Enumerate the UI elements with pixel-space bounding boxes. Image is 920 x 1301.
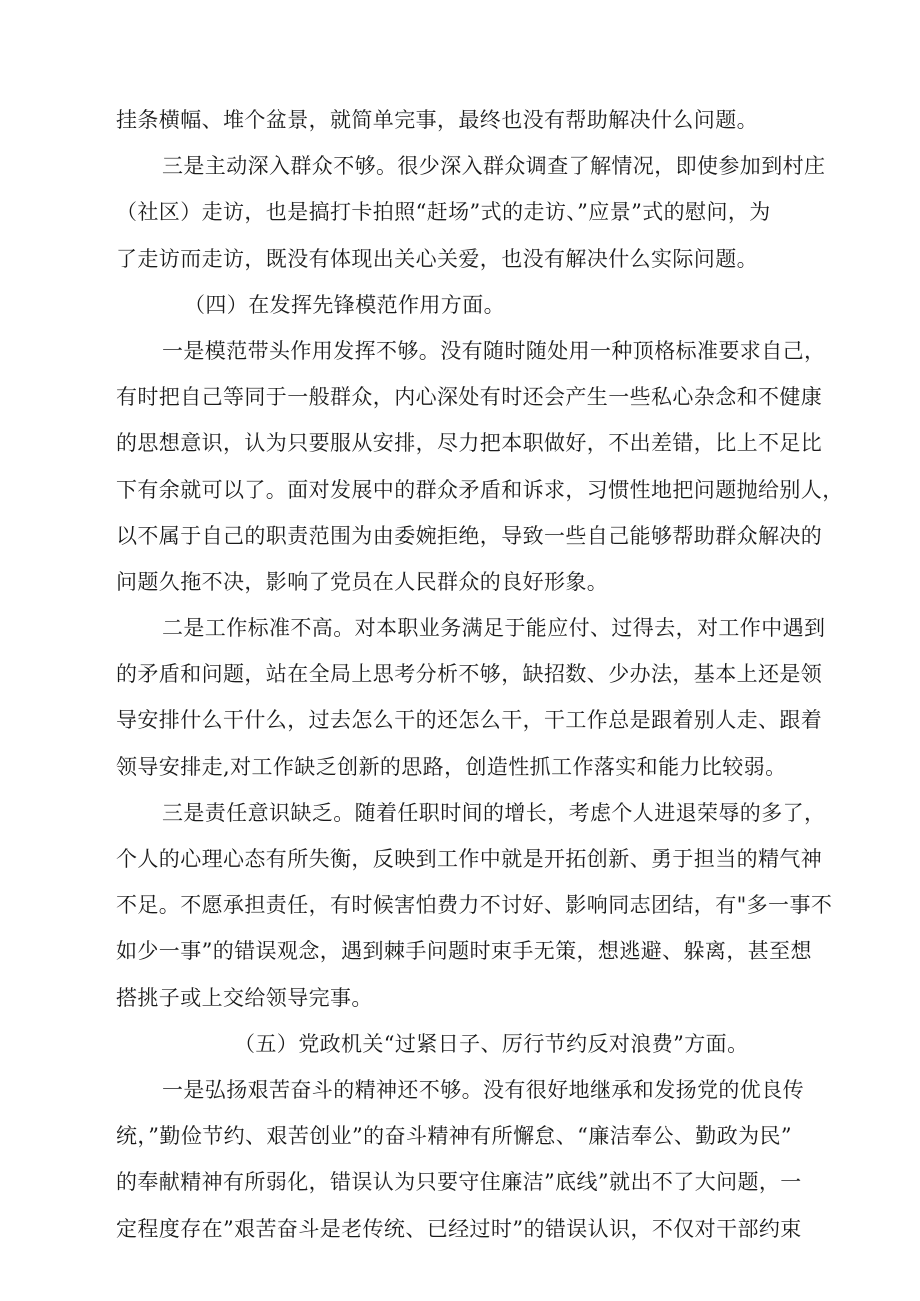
text-line: 定程度存在”艰苦奋斗是老传统、已经过时”的错误认识，不仅对干部约束 [116, 1216, 802, 1241]
paragraph-start: 一是模范带头作用发挥不够。没有随时随处用一种顶格标准要求自己， [162, 338, 826, 363]
text-line: 搭挑子或上交给领导完事。 [116, 985, 373, 1010]
paragraph-start: 二是工作标准不高。对本职业务满足于能应付、过得去，对工作中遇到 [162, 616, 826, 641]
text-line: 如少一事”的错误观念，遇到棘手问题时束手无策，想逃避、躲离，甚至想 [116, 939, 812, 964]
text-line: （社区）走访，也是搞打卡拍照“赶场”式的走访、”应景”式的慰问，为 [116, 200, 771, 225]
text-line: 个人的心理心态有所失衡，反映到工作中就是开拓创新、勇于担当的精气神 [116, 847, 823, 871]
paragraph-start: 三是主动深入群众不够。很少深入群众调查了解情况，即使参加到村庄 [162, 154, 826, 179]
text-line: 有时把自己等同于一般群众，内心深处有时还会产生一些私心杂念和不健康 [116, 385, 823, 410]
text-line: 下有余就可以了。面对发展中的群众矛盾和诉求，习惯性地把问题抛给别人， [116, 477, 844, 502]
text-line: 统，”勤俭节约、艰苦创业”的奋斗精神有所懈怠、“廉洁奉公、勤政为民” [116, 1124, 793, 1149]
document-body [116, 97, 844, 1252]
text-line: 了走访而走访，既没有体现出关心关爱，也没有解决什么实际问题。 [116, 246, 758, 271]
text-line: 的奉献精神有所弱化，错误认为只要守住廉洁”底线”就出不了大问题，一 [116, 1170, 802, 1195]
text-line: 问题久拖不决，影响了党员在人民群众的良好形象。 [116, 569, 609, 594]
text-line: 挂条横幅、堆个盆景，就简单完事，最终也没有帮助解决什么问题。 [116, 108, 758, 132]
text-line: 不足。不愿承担责任，有时候害怕费力不讨好、影响同志团结，有"多一事不 [116, 893, 833, 918]
text-line: 的矛盾和问题，站在全局上思考分析不够，缺招数、少办法，基本上还是领 [116, 662, 823, 687]
paragraph-start: 一是弘扬艰苦奋斗的精神还不够。没有很好地继承和发扬党的优良传 [162, 1077, 804, 1102]
text-line: 以不属于自己的职责范围为由委婉拒绝，导致一些自己能够帮助群众解决的 [116, 523, 823, 548]
section-heading-5: （五）党政机关“过紧日子、厉行节约反对浪费”方面。 [234, 1031, 749, 1056]
text-line: 的思想意识，认为只要服从安排，尽力把本职做好，不出差错，比上不足比 [116, 431, 823, 456]
paragraph-start: 三是责任意识缺乏。随着任职时间的增长，考虑个人进退荣辱的多了， [162, 800, 826, 825]
text-line: 导安排什么干什么，过去怎么干的还怎么干，干工作总是跟着别人走、跟着 [116, 708, 823, 733]
section-heading-4: （四）在发挥先锋模范作用方面。 [184, 292, 505, 317]
text-line: 领导安排走,对工作缺乏创新的思路，创造性抓工作落实和能力比较弱。 [116, 754, 787, 779]
